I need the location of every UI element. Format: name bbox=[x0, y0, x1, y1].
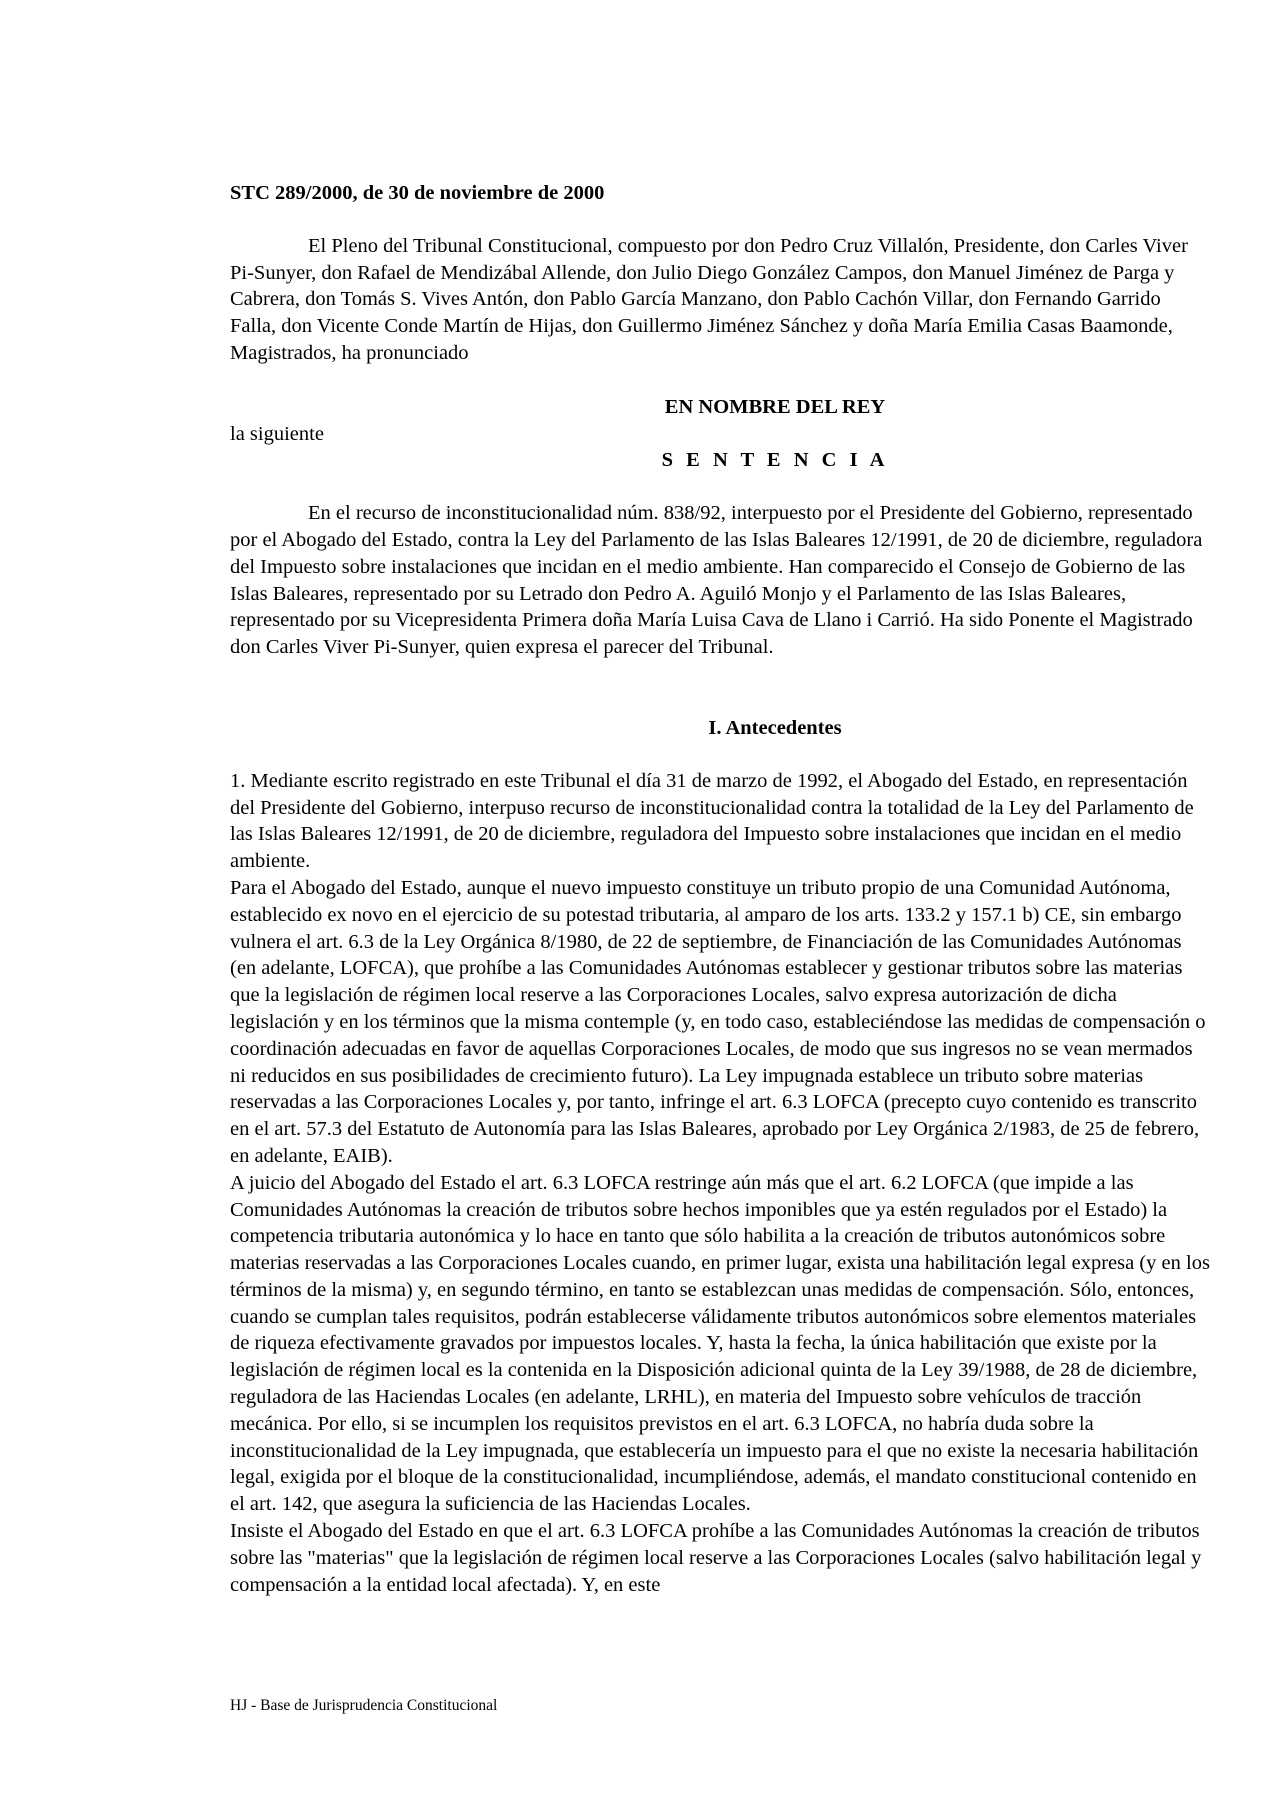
section-heading-antecedentes: I. Antecedentes bbox=[708, 716, 842, 739]
document-title: STC 289/2000, de 30 de noviembre de 2000 bbox=[230, 182, 605, 204]
body-paragraph: Insiste el Abogado del Estado en que el art. 6.3 LOFCA prohíbe a las Comunidades Autónomas la creación de tributos sobre las "materias" que la legislación de régimen local reserve a las Corporaciones Locales (salvo habilitación legal y compensación a la entidad local afectada). Y, en este bbox=[230, 1520, 1202, 1596]
en-nombre-heading: EN NOMBRE DEL REY bbox=[664, 395, 886, 418]
body-paragraph: A juicio del Abogado del Estado el art. 6.3 LOFCA restringe aún más que el art. 6.2 LOFCA (que impide a las Comunidades Autónomas la creación de tributos sobre hechos imponibles que ya estén regulados por el Estado) la competencia tributaria autonómica y lo hace en tanto que sólo habilita a la creación de tributos autonómicos sobre materias reservadas a las Corporaciones Locales cuando, en primer lugar, exista una habilitación legal expresa (y en los términos de la misma) y, en segundo término, en tanto se establezcan unas medidas de compensación. Sólo, entonces, cuando se cumplan tales requisitos, podrán establecerse válidamente tributos autonómicos sobre elementos materiales de riqueza efectivamente gravados por impuestos locales. Y, hasta la fecha, la única habilitación que existe por la legislación de régimen local es la contenida en la Disposición adicional quinta de la Ley 39/1988, de 28 de diciembre, reguladora de las Haciendas Locales (en adelante, LRHL), en materia del Impuesto sobre vehículos de tracción mecánica. Por ello, si se incumplen los requisitos previstos en el art. 6.3 LOFCA, no habría duda sobre la inconstitucionalidad de la Ley impugnada, que establecería un impuesto para el que no existe la necesaria habilitación legal, exigida por el bloque de la constitucionalidad, incumpliéndose, además, el mandato constitucional contenido en el art. 142, que asegura la suficiencia de las Haciendas Locales. bbox=[230, 1171, 1210, 1516]
body-paragraph: Para el Abogado del Estado, aunque el nuevo impuesto constituye un tributo propio de una Comunidad Autónoma, establecido ex novo en el ejercicio de su potestad tributaria, al amparo de los arts. 133.2 y 157.1 b) CE, sin embargo vulnera el art. 6.3 de la Ley Orgánica 8/1980, de 22 de septiembre, de Financiación de las Comunidades Autónomas (en adelante, LOFCA), que prohíbe a las Comunidades Autónomas establecer y gestionar tributos sobre las materias que la legislación de régimen local reserve a las Corporaciones Locales, salvo expresa autorización de dicha legislación y en los términos que la misma contemple (y, en todo caso, estableciéndose las medidas de compensación o coordinación adecuadas en favor de aquellas Corporaciones Locales, de modo que sus ingresos no se vean mermados ni reducidos en sus posibilidades de crecimiento futuro). La Ley impugnada establece un tributo sobre materias reservadas a las Corporaciones Locales y, por tanto, infringe el art. 6.3 LOFCA (precepto cuyo contenido es transcrito en el art. 57.3 del Estatuto de Autonomía para las Islas Baleares, aprobado por Ley Orgánica 2/1983, de 25 de febrero, en adelante, EAIB). bbox=[230, 876, 1206, 1167]
page-footer: HJ - Base de Jurisprudencia Constitucional bbox=[230, 1697, 498, 1714]
body-paragraph: 1. Mediante escrito registrado en este Tribunal el día 31 de marzo de 1992, el Abogado del Estado, en representación del Presidente del Gobierno, interpuso recurso de inconstitucionalidad contra la totalidad de la Ley del Parlamento de las Islas Baleares 12/1991, de 20 de diciembre, reguladora del Impuesto sobre instalaciones que incidan en el medio ambiente. bbox=[230, 769, 1194, 873]
la-siguiente-text: la siguiente bbox=[230, 422, 324, 445]
sentencia-heading: S E N T E N C I A bbox=[661, 449, 889, 472]
document-body bbox=[230, 180, 1210, 1598]
recurso-paragraph: En el recurso de inconstitucionalidad núm. 838/92, interpuesto por el Presidente del Gobierno, representado por el Abogado del Estado, contra la Ley del Parlamento de las Islas Baleares 12/1991, de 20 de diciembre, reguladora del Impuesto sobre instalaciones que incidan en el medio ambiente. Han comparecido el Consejo de Gobierno de las Islas Baleares, representado por su Letrado don Pedro A. Aguiló Monjo y el Parlamento de las Islas Baleares, representado por su Vicepresidenta Primera doña María Luisa Cava de Llano i Carrió. Ha sido Ponente el Magistrado don Carles Viver Pi-Sunyer, quien expresa el parecer del Tribunal. bbox=[230, 502, 1203, 659]
intro-paragraph: El Pleno del Tribunal Constitucional, compuesto por don Pedro Cruz Villalón, Presidente, don Carles Viver Pi-Sunyer, don Rafael de Mendizábal Allende, don Julio Diego González Campos, don Manuel Jiménez de Parga y Cabrera, don Tomás S. Vives Antón, don Pablo García Manzano, don Pablo Cachón Villar, don Fernando Garrido Falla, don Vicente Conde Martín de Hijas, don Guillermo Jiménez Sánchez y doña María Emilia Casas Baamonde, Magistrados, ha pronunciado bbox=[230, 234, 1188, 364]
